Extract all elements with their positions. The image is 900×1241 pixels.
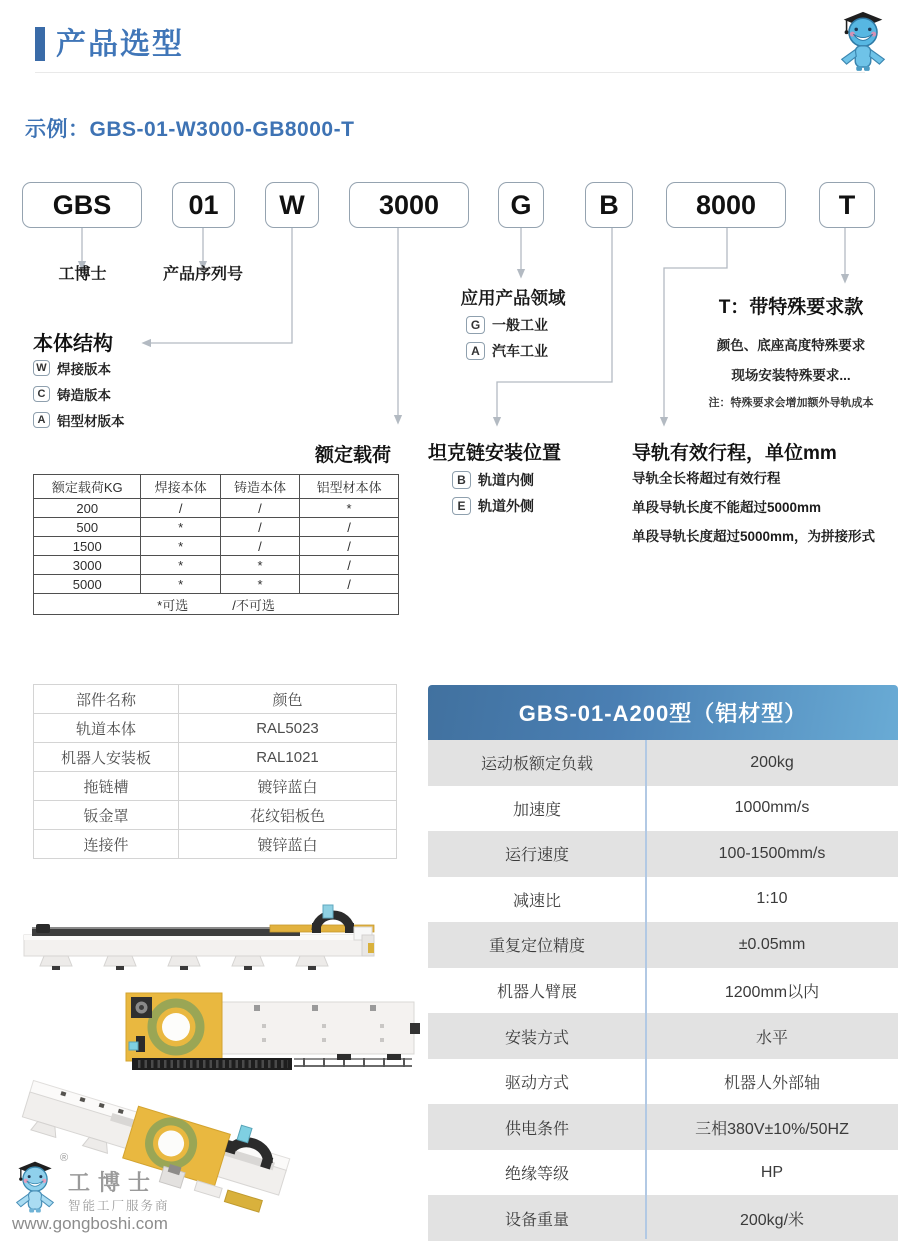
spec-row	[428, 877, 898, 923]
spec-row	[428, 786, 898, 832]
spec-column-divider	[645, 740, 647, 1239]
code-box-GBS: GBS	[22, 182, 142, 228]
load-table-cell: /	[220, 499, 299, 518]
logo-name: 工博士	[68, 1170, 159, 1196]
stroke-note: 导轨全长将超过有效行程	[632, 471, 781, 486]
color-table-cell: 镀锌蓝白	[179, 772, 397, 801]
color-table-cell: 轨道本体	[34, 714, 179, 743]
spec-label: 机器人臂展	[496, 984, 577, 1001]
load-table-cell: /	[220, 518, 299, 537]
special-title: T：带特殊要求款	[718, 297, 864, 318]
special-line: 颜色、底座高度特殊要求	[716, 338, 866, 353]
color-table-cell: RAL5023	[179, 714, 397, 743]
load-table-row	[34, 575, 399, 594]
option-G	[466, 315, 548, 335]
load-table-cell: *	[220, 575, 299, 594]
spec-value: 1000mm/s	[734, 799, 810, 817]
stroke-note: 单段导轨长度不能超过5000mm	[632, 500, 822, 515]
load-table-cell: 3000	[34, 556, 141, 575]
spec-label: 驱动方式	[504, 1075, 569, 1093]
load-table-row	[34, 518, 399, 537]
spec-value: ±0.05mm	[738, 935, 806, 953]
logo-url: www.gongboshi.com	[12, 1214, 168, 1233]
code-box-T: T	[819, 182, 875, 228]
annotation-brand: 工博士	[58, 266, 107, 283]
special-lines	[693, 334, 889, 384]
option-label: 一般工业	[492, 317, 548, 333]
load-table-cell: 5000	[34, 575, 141, 594]
spec-label: 重复定位精度	[488, 938, 585, 956]
load-table-header: 焊接本体	[141, 475, 220, 499]
spec-panel	[428, 685, 898, 1241]
annotation-load-title: 额定载荷	[314, 445, 391, 466]
load-table-header: 额定载荷KG	[34, 475, 141, 499]
load-table-legend	[34, 594, 399, 615]
color-table-cell: 钣金罩	[34, 801, 179, 830]
stroke-note: 单段导轨长度超过5000mm，为拼接形式	[632, 529, 876, 544]
load-table-cell: *	[141, 518, 220, 537]
annotation-structure-title: 本体结构	[33, 333, 113, 355]
annotation-serial: 产品序列号	[162, 266, 243, 283]
spec-row	[428, 922, 898, 968]
color-table-cell: 机器人安装板	[34, 743, 179, 772]
spec-row	[428, 1104, 898, 1150]
load-table-cell: /	[300, 518, 399, 537]
option-A	[33, 410, 125, 430]
load-legend-optional: *可选	[157, 597, 189, 613]
special-line: 现场安装特殊要求...	[731, 368, 851, 383]
option-B	[452, 470, 534, 490]
load-table-cell: *	[141, 537, 220, 556]
spec-row	[428, 1195, 898, 1241]
load-table-row	[34, 537, 399, 556]
color-table-row	[34, 801, 397, 830]
spec-value: 机器人外部轴	[723, 1075, 820, 1093]
option-code: B	[452, 471, 471, 489]
code-box-B: B	[585, 182, 633, 228]
color-table-cell: 花纹铝板色	[179, 801, 397, 830]
stroke-notes	[632, 467, 875, 554]
color-table-row	[34, 772, 397, 801]
load-table-cell: /	[300, 575, 399, 594]
load-table-cell: 1500	[34, 537, 141, 556]
color-table-cell: 镀锌蓝白	[179, 830, 397, 859]
spec-row	[428, 1150, 898, 1196]
load-table-cell: 500	[34, 518, 141, 537]
option-code: C	[33, 386, 50, 402]
code-box-G: G	[498, 182, 544, 228]
spec-value: 1200mm以内	[724, 984, 820, 1001]
spec-value: 水平	[755, 1029, 788, 1047]
code-box-01: 01	[172, 182, 235, 228]
load-table-cell: /	[300, 556, 399, 575]
option-code: E	[452, 497, 471, 515]
spec-value: HP	[760, 1163, 784, 1181]
option-A	[466, 341, 548, 361]
option-code: G	[466, 316, 485, 334]
color-table-cell: 拖链槽	[34, 772, 179, 801]
annotation-stroke-title: 导轨有效行程，单位mm	[632, 443, 837, 464]
load-table-cell: *	[141, 556, 220, 575]
color-table-row	[34, 714, 397, 743]
product-image-side-view	[18, 893, 380, 978]
load-table-cell: /	[141, 499, 220, 518]
option-label: 轨道内侧	[478, 472, 534, 488]
load-table-cell: /	[300, 537, 399, 556]
load-availability-table	[33, 474, 399, 615]
annotation-special	[693, 292, 889, 410]
load-table-header: 铸造本体	[220, 475, 299, 499]
spec-label: 减速比	[512, 892, 561, 910]
color-table-cell: 部件名称	[34, 685, 179, 714]
option-code: W	[33, 360, 50, 376]
color-table-cell: RAL1021	[179, 743, 397, 772]
domain-options	[466, 315, 548, 367]
logo-tagline: 智能工厂服务商	[68, 1199, 170, 1213]
load-table-cell: *	[220, 556, 299, 575]
option-W	[33, 358, 125, 378]
color-table-header-row	[34, 685, 397, 714]
spec-label: 加速度	[512, 801, 561, 819]
page-title: 产品选型	[56, 28, 184, 61]
option-label: 焊接版本	[57, 362, 111, 377]
code-box-3000: 3000	[349, 182, 469, 228]
option-label: 汽车工业	[492, 343, 548, 359]
spec-rows	[428, 740, 898, 1241]
spec-row	[428, 1059, 898, 1105]
load-legend-unavailable: /不可选	[232, 597, 275, 613]
option-code: A	[33, 412, 50, 428]
load-table-row	[34, 499, 399, 518]
spec-panel-title: GBS-01-A200型（铝材型）	[428, 685, 898, 740]
company-logo	[8, 1148, 208, 1240]
color-table-cell: 颜色	[179, 685, 397, 714]
special-note: 注：特殊要求会增加额外导轨成本	[708, 397, 874, 409]
option-label: 铸造版本	[57, 388, 111, 403]
spec-row	[428, 1013, 898, 1059]
spec-label: 运动板额定负载	[480, 756, 593, 774]
spec-label: 设备重量	[504, 1211, 569, 1229]
load-table-cell: 200	[34, 499, 141, 518]
spec-value: 100-1500mm/s	[718, 844, 826, 862]
spec-value: 1:10	[756, 890, 788, 908]
annotation-chain-title: 坦克链安装位置	[428, 443, 562, 464]
code-box-8000: 8000	[666, 182, 786, 228]
spec-row	[428, 831, 898, 877]
product-image-top-view	[112, 986, 422, 1074]
spec-label: 供电条件	[504, 1120, 569, 1138]
spec-label: 安装方式	[504, 1029, 569, 1047]
spec-value: 200kg	[750, 753, 794, 771]
option-label: 铝型材版本	[57, 414, 125, 429]
load-table-row	[34, 556, 399, 575]
spec-row	[428, 740, 898, 786]
structure-options	[33, 358, 125, 436]
load-table-cell: *	[141, 575, 220, 594]
spec-value: 200kg/米	[739, 1211, 805, 1229]
code-box-W: W	[265, 182, 319, 228]
component-color-table	[33, 684, 397, 859]
color-table-cell: 连接件	[34, 830, 179, 859]
option-code: A	[466, 342, 485, 360]
option-E	[452, 496, 534, 516]
example-code: 示例：GBS-01-W3000-GB8000-T	[25, 118, 355, 141]
annotation-domain-title: 应用产品领域	[460, 288, 566, 308]
color-table-row	[34, 743, 397, 772]
option-C	[33, 384, 125, 404]
option-label: 轨道外侧	[478, 498, 534, 514]
color-table-row	[34, 830, 397, 859]
chain-options	[452, 470, 534, 522]
spec-label: 运行速度	[504, 847, 569, 865]
spec-label: 绝缘等级	[504, 1166, 569, 1184]
load-table-header: 铝型材本体	[300, 475, 399, 499]
registered-mark: ®	[60, 1152, 69, 1164]
spec-value: 三相380V±10%/50HZ	[695, 1120, 849, 1138]
mascot-icon	[10, 1154, 60, 1216]
load-table-cell: /	[220, 537, 299, 556]
spec-row	[428, 968, 898, 1014]
load-table-cell: *	[300, 499, 399, 518]
